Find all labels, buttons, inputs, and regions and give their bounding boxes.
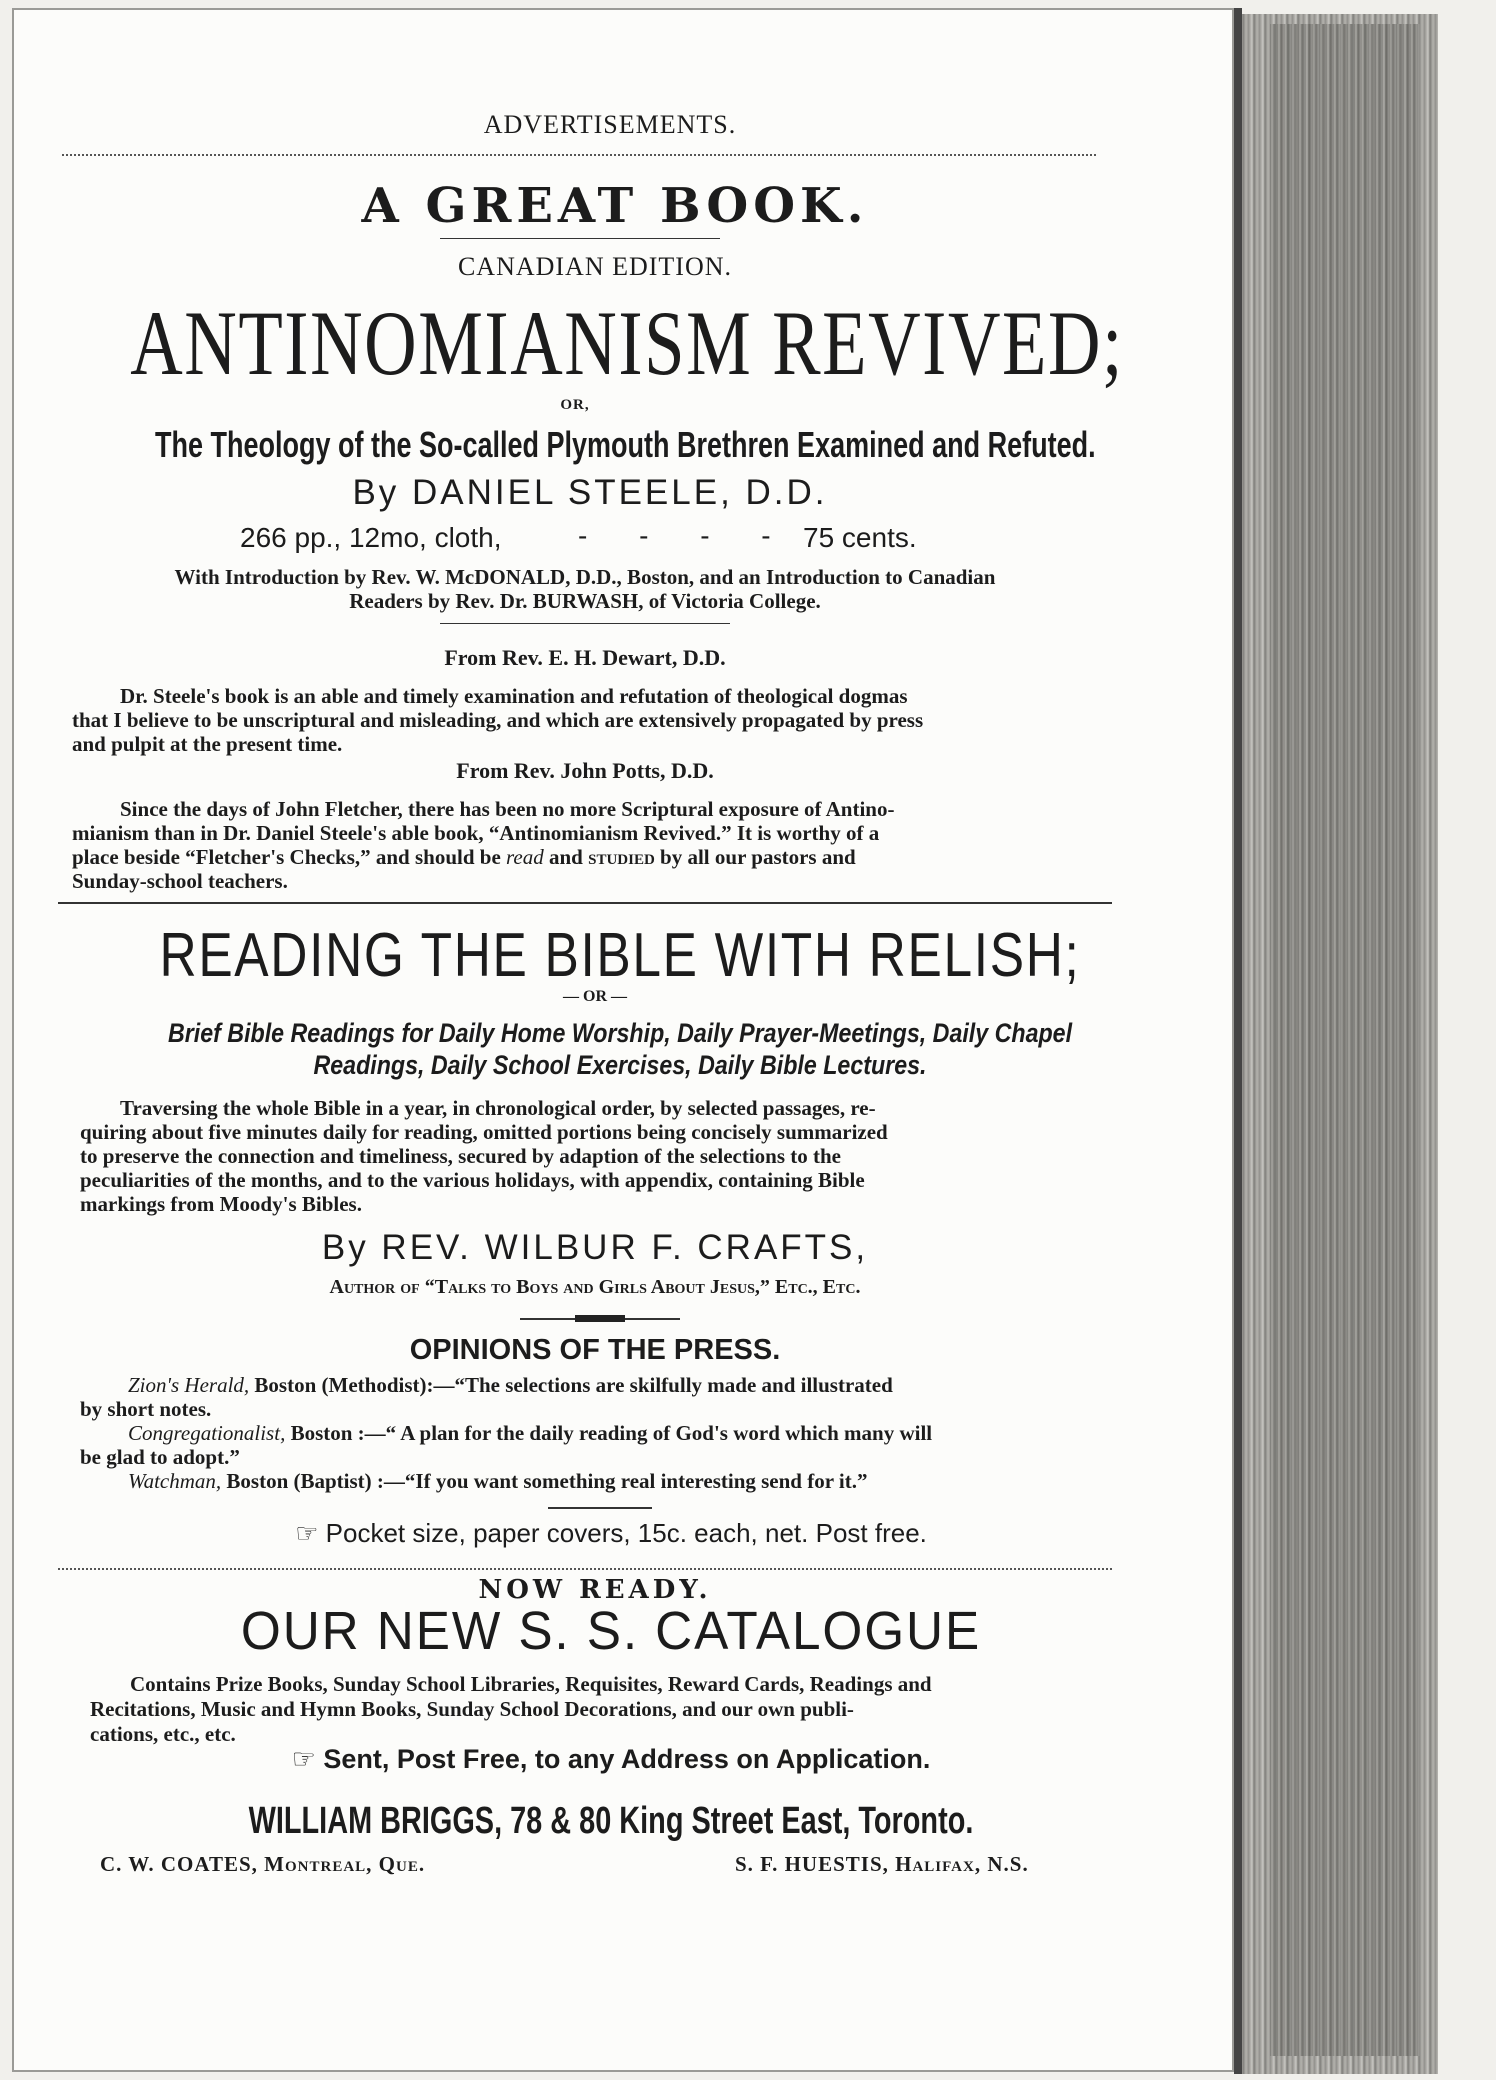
bible-offer — [0, 1518, 1222, 1549]
agent-halifax: S. F. HUESTIS, Halifax, N.S. — [735, 1852, 1029, 1876]
author-crafts: By REV. WILBUR F. CRAFTS, — [321, 1228, 869, 1267]
specs-text: 266 pp., 12mo, cloth, — [240, 522, 502, 553]
testimonial-potts-line-2: mianism than in Dr. Daniel Steele's able book, “Antinomianism Revived.” It is worthy of a — [72, 821, 880, 845]
press-source-watchman: Watchman, — [128, 1469, 222, 1493]
bible-desc-line-3: to preserve the connection and timeliness, secured by adaption of the selections to the — [80, 1144, 842, 1168]
press-source-congregationalist: Congregationalist, — [128, 1421, 286, 1445]
testimonial-dewart-line-2: that I believe to be unscriptural and misleading, and which are extensively propagated by press — [72, 708, 924, 732]
testimonial-dewart-from: From Rev. E. H. Dewart, D.D. — [444, 645, 726, 670]
press-quote-3 — [128, 1469, 868, 1494]
bible-desc-line-1: Traversing the whole Bible in a year, in chronological order, by selected passages, re- — [120, 1096, 876, 1120]
testimonial-potts-from: From Rev. John Potts, D.D. — [456, 758, 714, 783]
running-header: ADVERTISEMENTS. — [483, 110, 737, 139]
intro-line-1: With Introduction by Rev. W. McDONALD, D.D., Boston, and an Introduction to Canadian — [174, 565, 996, 589]
testimonial-dewart-line-1: Dr. Steele's book is an able and timely examination and refutation of theological dogmas — [120, 684, 908, 708]
author-steele: By DANIEL STEELE, D.D. — [352, 473, 828, 512]
bible-subtitle-line-2: Readings, Daily School Exercises, Daily Bible Lectures. — [313, 1050, 927, 1080]
page-edge-shadow — [1234, 8, 1242, 2074]
press-text-zions-herald: Boston (Methodist):—“The selections are skilfully made and illustrated — [254, 1373, 893, 1397]
header-rule — [62, 154, 1096, 156]
bible-subtitle-line-1: Brief Bible Readings for Daily Home Worship, Daily Prayer-Meetings, Daily Chapel — [167, 1018, 1073, 1048]
pointing-hand-icon: ☞ — [295, 1519, 319, 1549]
author-crafts-note: Author of “Talks to Boys and Girls About Jesus,” Etc., Etc. — [329, 1276, 861, 1298]
press-source-zions-herald: Zion's Herald, — [128, 1373, 250, 1397]
book-title-antinomianism: ANTINOMIANISM REVIVED; — [130, 292, 1124, 394]
potts-studied-smallcaps: STUDIED — [588, 852, 655, 868]
book-title-bible-relish: READING THE BIBLE WITH RELISH; — [159, 921, 1081, 990]
intro-line-2: Readers by Rev. Dr. BURWASH, of Victoria College. — [349, 589, 821, 613]
potts-read-italic: read — [506, 845, 544, 869]
book-specs — [240, 522, 502, 554]
banner-great-book: A GREAT BOOK. — [361, 178, 869, 234]
book-subtitle-antinomianism: The Theology of the So-called Plymouth Brethren Examined and Refuted. — [155, 424, 1096, 465]
catalogue-desc-line-2: Recitations, Music and Hymn Books, Sunday School Decorations, and our own publi- — [90, 1697, 854, 1721]
press-quote-2-cont: be glad to adopt.” — [80, 1445, 240, 1469]
banner-now-ready: NOW READY. — [478, 1575, 712, 1605]
section-divider-2 — [58, 1568, 1112, 1570]
potts-and: and — [549, 845, 583, 869]
offer-rule — [548, 1507, 652, 1509]
or-separator: OR, — [560, 397, 590, 413]
publisher-line: WILLIAM BRIGGS, 78 & 80 King Street East, Toronto. — [248, 1800, 974, 1842]
bible-desc-line-4: peculiarities of the months, and to the various holidays, with appendix, containing Bible — [80, 1168, 865, 1192]
testimonial-dewart-line-3: and pulpit at the present time. — [72, 732, 343, 756]
pointing-hand-icon: ☞ — [291, 1744, 316, 1775]
catalogue-desc-line-1: Contains Prize Books, Sunday School Libraries, Requisites, Reward Cards, Readings and — [130, 1672, 932, 1696]
bible-desc-line-5: markings from Moody's Bibles. — [80, 1192, 362, 1216]
press-rule-thick — [575, 1315, 625, 1322]
press-heading: OPINIONS OF THE PRESS. — [409, 1334, 781, 1366]
price-dots: - - - - — [578, 520, 793, 551]
catalogue-title: OUR NEW S. S. CATALOGUE — [240, 1601, 982, 1661]
section-divider-1 — [58, 902, 1112, 904]
agent-montreal: C. W. COATES, Montreal, Que. — [100, 1852, 426, 1876]
bible-or-separator: — OR — — [563, 988, 627, 1005]
testimonial-potts-line-3 — [72, 845, 856, 870]
bible-desc-line-2: quiring about five minutes daily for reading, omitted portions being concisely summarized — [80, 1120, 888, 1144]
catalogue-offer — [0, 1744, 1222, 1775]
banner-underline — [440, 238, 720, 239]
bible-offer-text: Pocket size, paper covers, 15c. each, net. Post free. — [325, 1518, 927, 1548]
press-text-watchman: Boston (Baptist) :—“If you want something real interesting send for it.” — [226, 1469, 868, 1493]
edition-label: CANADIAN EDITION. — [457, 252, 733, 281]
press-quote-1 — [128, 1373, 893, 1398]
testimonial-potts-line-4: Sunday-school teachers. — [72, 869, 288, 893]
press-text-congregationalist: Boston :—“ A plan for the daily reading of God's word which many will — [290, 1421, 933, 1445]
catalogue-offer-text: Sent, Post Free, to any Address on Application. — [323, 1744, 931, 1774]
press-quote-1-cont: by short notes. — [80, 1397, 212, 1421]
book-price: 75 cents. — [803, 522, 917, 553]
intro-rule — [440, 623, 730, 624]
catalogue-desc-line-3: cations, etc., etc. — [90, 1722, 236, 1746]
testimonial-potts-line-1: Since the days of John Fletcher, there has been no more Scriptural exposure of Antino- — [120, 797, 895, 821]
book-page-edges-shadow — [1270, 24, 1420, 2056]
press-quote-2 — [128, 1421, 932, 1446]
potts-line3-start: place beside “Fletcher's Checks,” and should be — [72, 845, 501, 869]
potts-line3-end: by all our pastors and — [660, 845, 856, 869]
